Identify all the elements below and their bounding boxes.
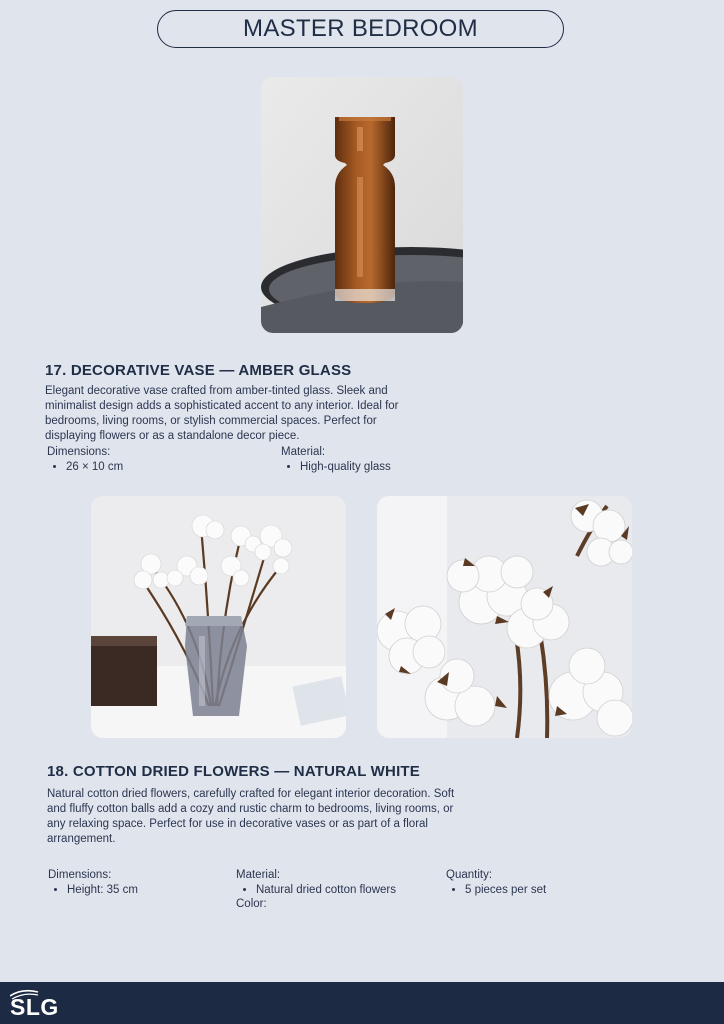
product-17-dimensions-list [46,461,123,473]
product-18-description: Natural cotton dried flowers, carefully crafted for elegant interior decoration. Soft and fluffy cotton balls add a cozy and rustic charm to bedrooms, living rooms, or any relaxing space. Perfect for use in decorative vases or as part of a floral arrangement. [47,788,455,845]
product-18-heading: 18. COTTON DRIED FLOWERS — NATURAL WHITE [47,763,421,780]
product-18-material-item: • Natural dried cotton flowers [256,884,396,896]
product-18-material-label: Material: [236,869,281,881]
product-18-color-label: Color: [236,898,267,910]
product-18-dimensions-list [47,884,138,896]
product-18-material-list [236,884,396,896]
footer-bar [0,982,724,1024]
product-18-dimension-item: • Height: 35 cm [67,884,138,896]
product-17-material-list [280,461,391,473]
product-17-dimensions-label: Dimensions: [47,446,111,458]
amber-vase-photo [261,77,463,333]
product-18-dimensions-label: Dimensions: [48,869,112,881]
product-18-quantity-item: • 5 pieces per set [465,884,546,896]
cotton-closeup-photo [377,496,632,738]
slg-logo-text: SLG [10,994,59,1020]
page-title: MASTER BEDROOM [157,10,564,48]
product-18-quantity-label: Quantity: [446,869,493,881]
product-17-description: Elegant decorative vase crafted from amber-tinted glass. Sleek and minimalist design adds a sophisticated accent to any interior. Ideal for bedrooms, living rooms, or stylish commercial spaces. Perfect for displaying flowers or as a standalone decor piece. [45,385,399,442]
product-18-quantity-list [445,884,546,896]
product-17-material-item: • High-quality glass [300,461,391,473]
product-17-heading: 17. DECORATIVE VASE — AMBER GLASS [45,362,352,379]
cotton-vase-photo [91,496,346,738]
product-17-material-label: Material: [281,446,326,458]
product-17-dimension-item: • 26 × 10 cm [66,461,123,473]
